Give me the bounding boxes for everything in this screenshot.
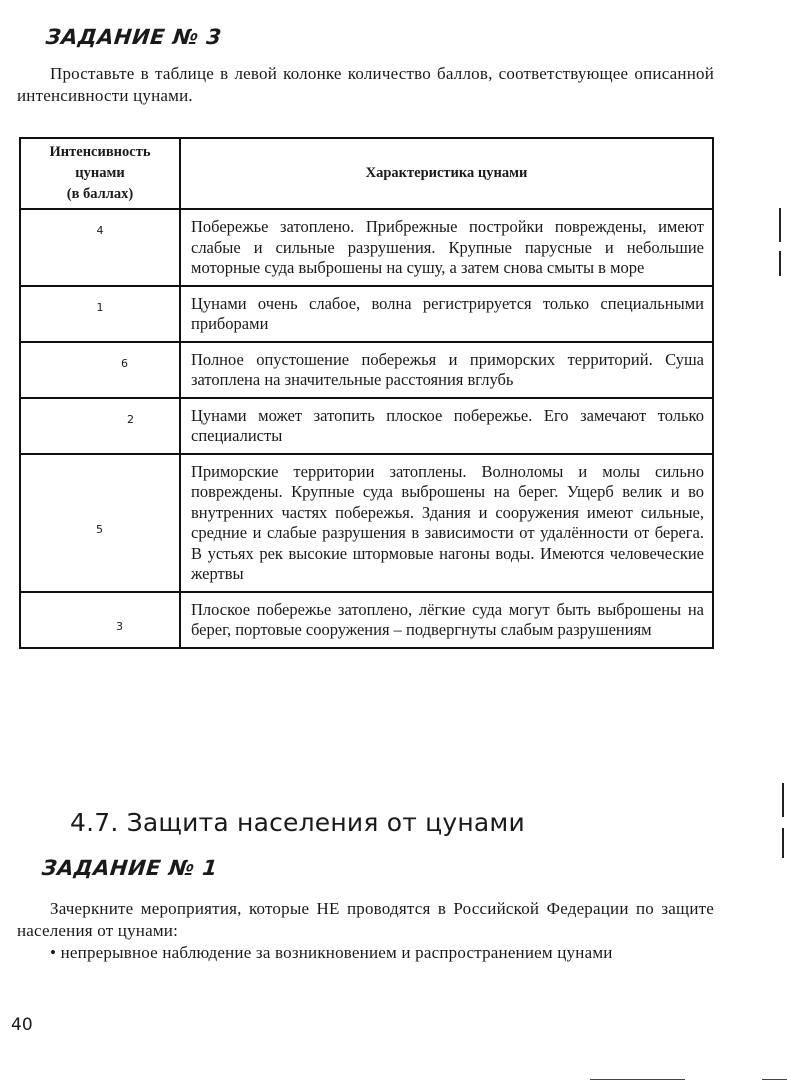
table-row: [20, 454, 713, 592]
header-intensity: [20, 138, 180, 209]
score-cell[interactable]: 6: [20, 342, 180, 398]
margin-mark: [782, 783, 784, 817]
table-row: [20, 592, 713, 648]
task-1-body: [17, 898, 714, 964]
table-row: [20, 209, 713, 286]
description-cell: Полное опустошение побережья и приморских территорий. Суша затоплена на значительные расстояния вглубь: [180, 342, 713, 398]
description-cell: Цунами может затопить плоское побережье. Его замечают только специалисты: [180, 398, 713, 454]
description-cell: Цунами очень слабое, волна регистрируется только специальными приборами: [180, 286, 713, 342]
header-characteristic: Характеристика цунами: [180, 138, 713, 209]
task-1-instruction: [17, 898, 714, 942]
bottom-rule: [762, 1079, 787, 1080]
list-item-text: непрерывное наблюдение за возникновением и распространением цунами: [60, 943, 613, 962]
score-cell[interactable]: 1: [20, 286, 180, 342]
description-cell: Плоское побережье затоплено, лёгкие суда могут быть выброшены на берег, портовые сооружения – подвергнуты слабым разрушениям: [180, 592, 713, 648]
task-1-instruction-text: Зачеркните мероприятия, которые НЕ проводятся в Российской Федерации по защите населения от цунами:: [17, 899, 714, 940]
margin-mark: [779, 251, 781, 276]
header-intensity-line-1: Интенсивность: [49, 144, 151, 160]
score-cell[interactable]: 3: [20, 592, 180, 648]
tsunami-intensity-table: [19, 137, 714, 649]
task-1-list-item[interactable]: [17, 942, 714, 964]
page-number: 40: [11, 1015, 33, 1035]
task-3-instruction: [17, 63, 714, 107]
header-intensity-line-2: цунами: [75, 165, 125, 181]
description-cell: Приморские территории затоплены. Волноломы и молы сильно повреждены. Крупные суда выброшены на берег. Ущерб велик и во внутренних частях побережья. Здания и сооружения имеют сильные, средние и слабые разрушения в зависимости от удалённости от берега. В устьях рек высокие штормовые нагоны воды. Имеются человеческие жертвы: [180, 454, 713, 592]
score-cell[interactable]: 2: [20, 398, 180, 454]
score-cell[interactable]: 4: [20, 209, 180, 286]
table-row: [20, 342, 713, 398]
bullet-icon: •: [50, 943, 57, 962]
description-cell: Побережье затоплено. Прибрежные постройки повреждены, имеют слабые и сильные разрушения. Крупные парусные и небольшие моторные суда выброшены на сушу, а затем снова смыты в море: [180, 209, 713, 286]
task-3-heading: ЗАДАНИЕ № 3: [44, 25, 223, 49]
task-3-instruction-text: Проставьте в таблице в левой колонке количество баллов, соответствующее описанной интенсивности цунами.: [17, 64, 714, 105]
header-intensity-line-3: (в баллах): [66, 186, 134, 202]
table-row: [20, 398, 713, 454]
margin-mark: [779, 208, 781, 242]
task-1-heading: ЗАДАНИЕ № 1: [40, 856, 219, 880]
section-title: 4.7. Защита населения от цунами: [70, 808, 525, 837]
margin-mark: [782, 828, 784, 858]
table-row: [20, 286, 713, 342]
table-header-row: [20, 138, 713, 209]
bottom-rule: [590, 1079, 685, 1080]
score-cell[interactable]: 5: [20, 454, 180, 592]
